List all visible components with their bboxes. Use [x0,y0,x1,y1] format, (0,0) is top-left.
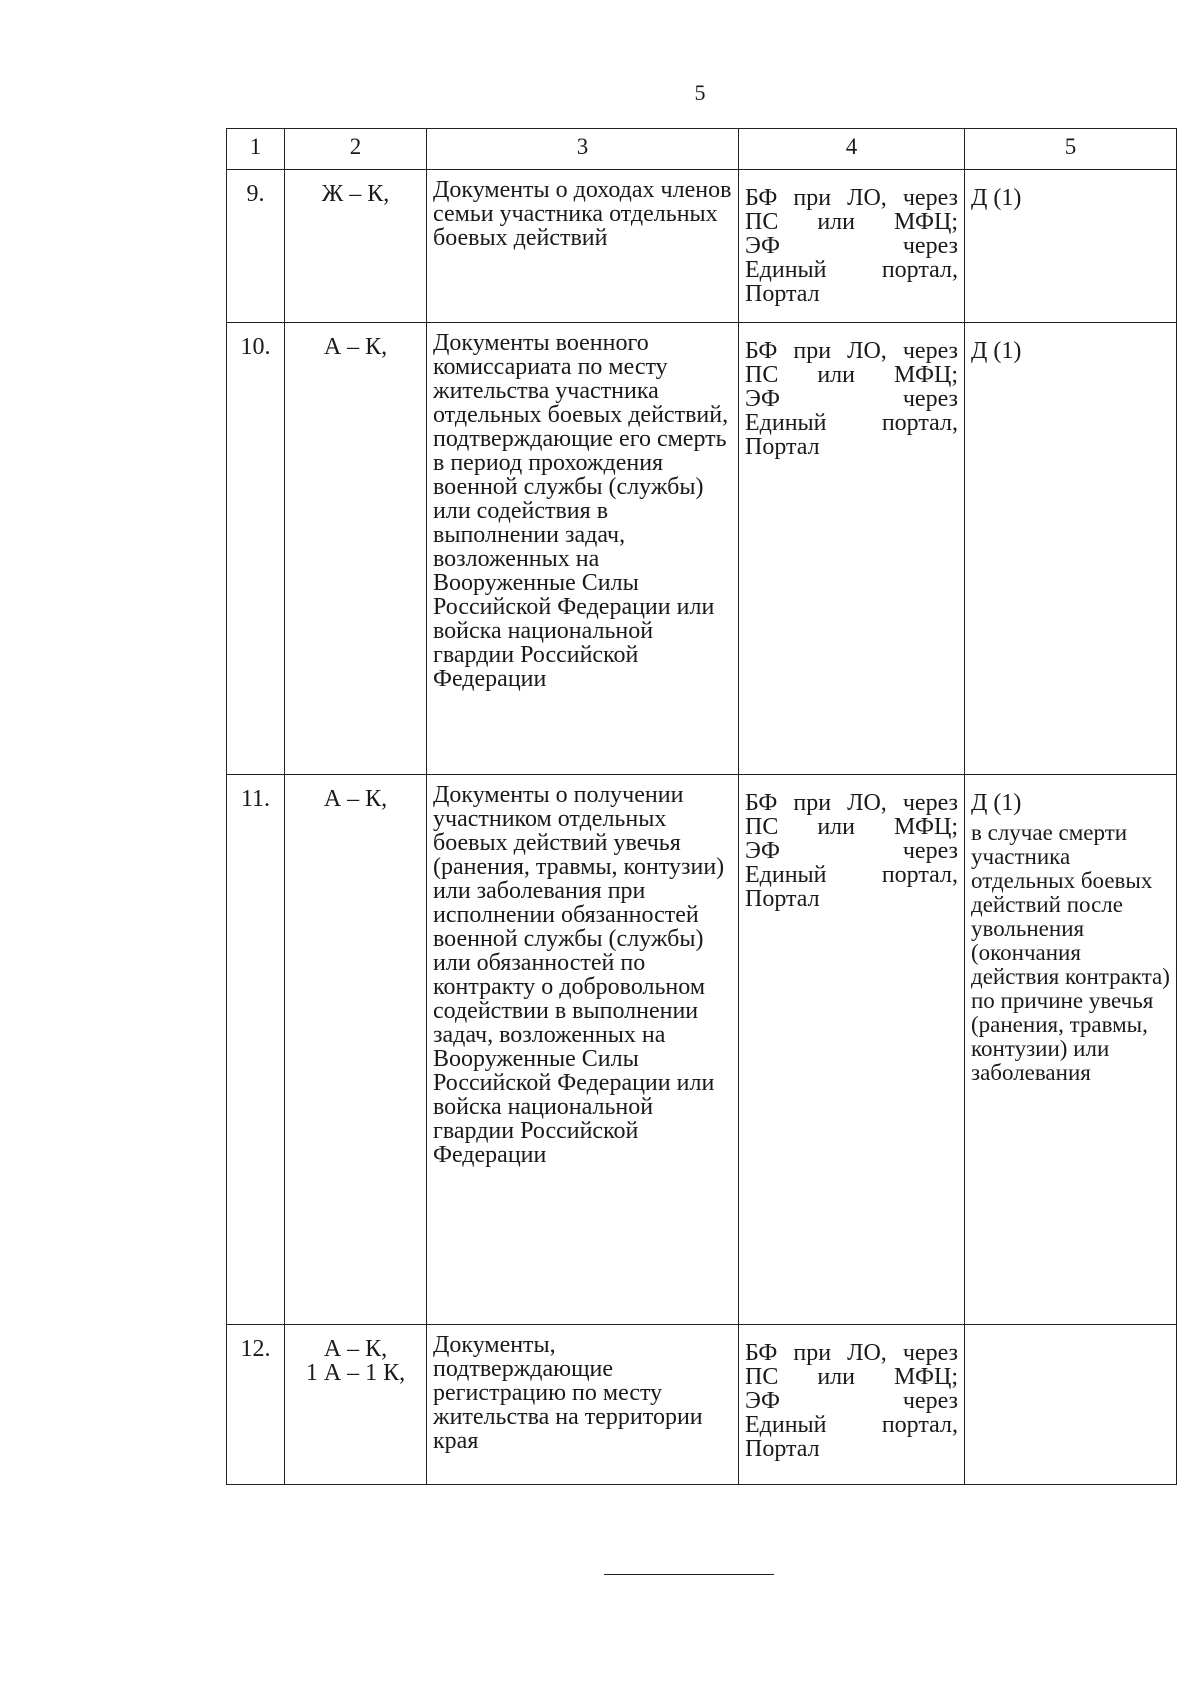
form-line: ЭФ через [745,838,958,864]
row-code [285,323,427,775]
form-line: Портал [745,434,820,460]
row-code-line: 1 А – 1 К, [305,1360,406,1386]
form-line: Единый портал, [745,410,958,436]
row-number: 9. [227,170,285,323]
documents-table [226,128,1177,1485]
row-code-line: Ж – К, [321,181,390,207]
header-cell: 2 [285,129,427,170]
form-line: ПС или МФЦ; [745,1364,958,1390]
row-code-line: А – К, [323,786,388,812]
form-line: ПС или МФЦ; [745,814,958,840]
header-cell: 5 [965,129,1177,170]
row-form [739,170,965,323]
form-line: ЭФ через [745,233,958,259]
header-cell: 1 [227,129,285,170]
table-header-row [227,129,1177,170]
form-line: Портал [745,281,820,307]
row-document: Документы о получении участником отдельных боевых действий увечья (ранения, травмы, контузии) или заболевания при исполнении обязанностей военной службы (службы) или обязанностей по контракту о добровольном содействии в выполнении задач, возложенных на Вооруженные Силы Российской Федерации или войска национальной гвардии Российской Федерации [427,775,739,1325]
form-line: БФ при ЛО, через [745,790,958,816]
form-line: Портал [745,886,820,912]
row-code [285,170,427,323]
row-code-line: А – К, [323,1336,388,1362]
form-line: ЭФ через [745,386,958,412]
row-document: Документы, подтверждающие регистрацию по месту жительства на территории края [427,1325,739,1485]
row-form [739,1325,965,1485]
header-cell: 4 [739,129,965,170]
requirement-code: Д (1) [971,185,1022,211]
form-line: ПС или МФЦ; [745,362,958,388]
row-requirement [965,1325,1177,1485]
form-line: Единый портал, [745,1412,958,1438]
row-requirement [965,323,1177,775]
row-code-line: А – К, [323,334,388,360]
form-line: БФ при ЛО, через [745,1340,958,1366]
table-row [227,775,1177,1325]
requirement-code: Д (1) [971,790,1022,816]
page-number: 5 [694,80,706,105]
form-line: БФ при ЛО, через [745,185,958,211]
table-row [227,1325,1177,1485]
row-form [739,775,965,1325]
row-document: Документы военного комиссариата по месту жительства участника отдельных боевых действий, подтверждающие его смерть в период прохождения военной службы (службы) или содействия в выполнении задач, возложенных на Вооруженные Силы Российской Федерации или войска национальной гвардии Российской Федерации [427,323,739,775]
requirement-code: Д (1) [971,338,1022,364]
form-line: ПС или МФЦ; [745,209,958,235]
row-requirement [965,775,1177,1325]
row-number: 10. [227,323,285,775]
form-line: Единый портал, [745,862,958,888]
footer-rule [604,1574,774,1575]
header-cell: 3 [427,129,739,170]
table-row [227,170,1177,323]
row-number: 12. [227,1325,285,1485]
row-document: Документы о доходах членов семьи участника отдельных боевых действий [427,170,739,323]
form-line: ЭФ через [745,1388,958,1414]
row-number: 11. [227,775,285,1325]
table-row [227,323,1177,775]
row-code [285,775,427,1325]
form-line: Единый портал, [745,257,958,283]
form-line: БФ при ЛО, через [745,338,958,364]
requirement-note: в случае смерти участника отдельных боевых действий после увольнения (окончания действия контракта) по причине увечья (ранения, травмы, контузии) или заболевания [971,820,1170,1085]
row-form [739,323,965,775]
row-requirement [965,170,1177,323]
form-line: Портал [745,1436,820,1462]
row-code [285,1325,427,1485]
